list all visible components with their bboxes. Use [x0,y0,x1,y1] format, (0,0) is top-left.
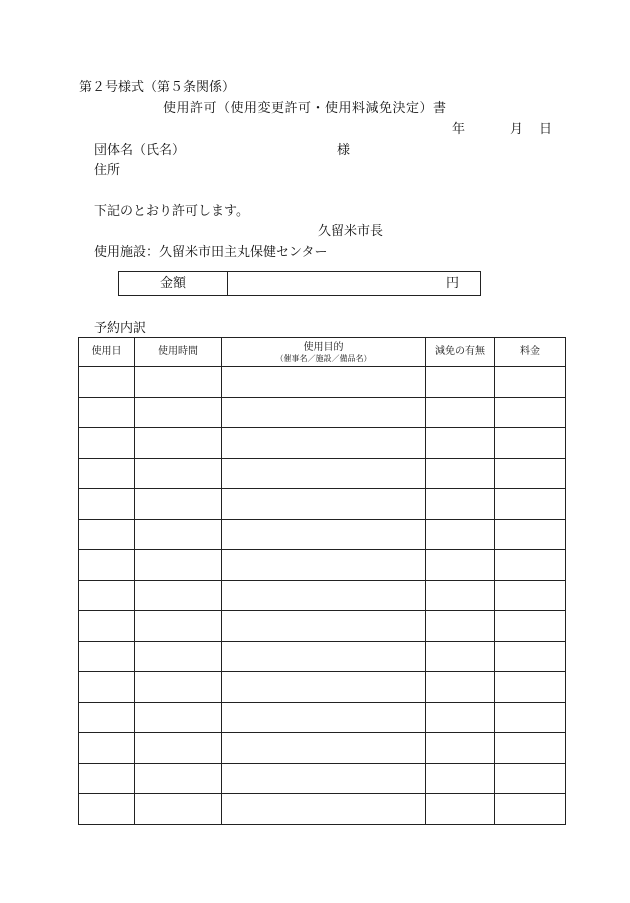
column-header [222,338,426,367]
document-title: 使用許可（使用変更許可・使用料減免決定）書 [163,101,447,116]
table-cell[interactable] [495,458,566,489]
amount-label: 金額 [119,272,228,295]
table-row [79,702,566,733]
date-day-label: 日 [539,122,553,137]
table-cell[interactable] [426,519,495,550]
table-row [79,550,566,581]
table-cell[interactable] [426,397,495,428]
reservation-rows [79,367,566,825]
table-cell[interactable] [426,489,495,520]
table-cell[interactable] [495,672,566,703]
table-cell[interactable] [222,641,426,672]
column-header-label: 減免の有無 [435,346,485,357]
table-cell[interactable] [426,763,495,794]
table-cell[interactable] [79,733,135,764]
table-cell[interactable] [135,672,222,703]
table-cell[interactable] [495,489,566,520]
table-cell[interactable] [135,733,222,764]
table-cell[interactable] [426,458,495,489]
table-cell[interactable] [135,519,222,550]
table-row [79,489,566,520]
table-cell[interactable] [222,428,426,459]
table-cell[interactable] [222,458,426,489]
table-cell[interactable] [495,641,566,672]
approval-notice: 下記のとおり許可します。 [94,204,249,219]
table-cell[interactable] [79,367,135,398]
table-cell[interactable] [79,641,135,672]
table-row [79,611,566,642]
table-cell[interactable] [79,397,135,428]
table-cell[interactable] [222,611,426,642]
table-cell[interactable] [79,428,135,459]
table-cell[interactable] [222,672,426,703]
table-cell[interactable] [135,550,222,581]
table-cell[interactable] [79,458,135,489]
table-cell[interactable] [426,794,495,825]
table-cell[interactable] [222,397,426,428]
table-cell[interactable] [222,580,426,611]
table-row [79,733,566,764]
table-cell[interactable] [222,733,426,764]
table-cell[interactable] [495,397,566,428]
table-row [79,794,566,825]
reservation-table [78,337,566,825]
table-cell[interactable] [135,489,222,520]
table-cell[interactable] [426,641,495,672]
table-cell[interactable] [135,458,222,489]
table-row [79,519,566,550]
date-month-label: 月 [510,122,524,137]
honorific-label: 様 [337,143,351,158]
column-header [426,338,495,367]
table-cell[interactable] [495,611,566,642]
table-row [79,641,566,672]
table-cell[interactable] [135,367,222,398]
table-cell[interactable] [495,367,566,398]
table-cell[interactable] [495,428,566,459]
table-cell[interactable] [135,428,222,459]
table-cell[interactable] [79,519,135,550]
table-cell[interactable] [79,550,135,581]
table-cell[interactable] [79,763,135,794]
column-header-sublabel: （催事名／施設／備品名） [275,353,372,363]
column-header-label: 使用目的 [303,341,344,353]
table-row [79,458,566,489]
table-cell[interactable] [135,794,222,825]
table-cell[interactable] [495,550,566,581]
table-cell[interactable] [222,763,426,794]
table-row [79,428,566,459]
column-header-label: 料金 [520,346,540,357]
table-cell[interactable] [79,489,135,520]
table-row [79,367,566,398]
table-cell[interactable] [495,580,566,611]
table-cell[interactable] [426,367,495,398]
column-header-label: 使用日 [91,346,122,357]
table-cell[interactable] [495,519,566,550]
table-row [79,672,566,703]
table-cell[interactable] [135,397,222,428]
form-number: 第２号様式（第５条関係） [79,80,236,95]
table-row [79,397,566,428]
table-cell[interactable] [426,550,495,581]
table-cell[interactable] [426,702,495,733]
table-row [79,580,566,611]
column-header [135,338,222,367]
table-cell[interactable] [426,580,495,611]
table-cell[interactable] [495,794,566,825]
table-cell[interactable] [79,611,135,642]
column-header-label: 使用時間 [158,346,198,357]
table-cell[interactable] [135,611,222,642]
table-cell[interactable] [135,580,222,611]
table-cell[interactable] [135,702,222,733]
table-cell[interactable] [495,733,566,764]
amount-box [118,271,481,296]
date-year-label: 年 [452,122,466,137]
table-cell[interactable] [222,550,426,581]
facility-line: 使用施設：久留米市田主丸保健センター [94,245,328,260]
organization-name-label: 団体名（氏名） [94,143,186,158]
table-cell[interactable] [79,672,135,703]
table-cell[interactable] [426,672,495,703]
table-cell[interactable] [426,611,495,642]
table-cell[interactable] [426,428,495,459]
table-row [79,763,566,794]
table-cell[interactable] [79,794,135,825]
table-cell[interactable] [222,702,426,733]
table-header-row [79,338,566,367]
reservation-heading: 予約内訳 [94,321,147,336]
table-cell[interactable] [79,702,135,733]
table-cell[interactable] [222,519,426,550]
address-label: 住所 [94,163,121,178]
table-cell[interactable] [222,794,426,825]
table-cell[interactable] [135,763,222,794]
amount-unit: 円 [445,276,459,291]
table-cell[interactable] [426,733,495,764]
column-header [79,338,135,367]
table-cell[interactable] [495,702,566,733]
table-cell[interactable] [495,763,566,794]
column-header [495,338,566,367]
table-cell[interactable] [222,489,426,520]
table-cell[interactable] [79,580,135,611]
table-cell[interactable] [222,367,426,398]
table-cell[interactable] [135,641,222,672]
issuer-name: 久留米市長 [318,224,384,239]
